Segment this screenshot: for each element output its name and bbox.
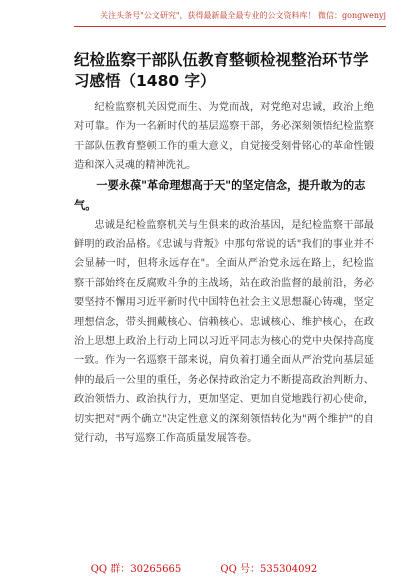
page-header-banner: 关注头条号"公文研究"，获得最新最全最专业的公文资料库！ 微信：gongwenyj: [100, 11, 386, 20]
document-body: [74, 98, 374, 449]
page-footer: [0, 560, 408, 575]
qq-group: [91, 564, 181, 575]
qq-number-label: QQ 号：: [220, 564, 260, 575]
section-paragraph-1: 忠诚是纪检监察机关与生俱来的政治基因，是纪检监察干部最鲜明的政治品格。《忠诚与背叛》中那句常说的话"我们的事业并不会显赫一时，但将永远存在"。全面从严治党永远在路上，纪检监察干部始终在反腐败斗争的主战场，站在政治监督的最前沿，务必要坚持不懈用习近平新时代中国特色社会主义思想凝心铸魂，坚定理想信念，带头拥戴核心、信赖核心、忠诚核心、维护核心，在政治上思想上政治上行动上同以习近平同志为核心的党中央保持高度一致。作为一名巡察干部来说，肩负着打通全面从严治党向基层延伸的最后一公里的重任，务必保持政治定力不断提高政治判断力、政治领悟力、政治执行力，更加坚定、更加自觉地践行初心使命，切实把对"两个确立"决定性意义的深刻领悟转化为"两个维护"的自觉行动，书写巡察工作高质量发展答卷。: [74, 219, 374, 445]
qq-group-label: QQ 群：: [90, 564, 131, 575]
header-divider: [74, 26, 386, 27]
qq-group-number: 30265665: [130, 564, 182, 575]
document-title: 纪检监察干部队伍教育整顿检视整治环节学习感悟（1480 字）: [74, 51, 369, 90]
qq-number-value: 535304092: [259, 564, 318, 575]
section-heading-1: 一要永葆"革命理想高于天"的坚定信念，提升敢为的志气。: [74, 178, 366, 212]
qq-number: [220, 564, 317, 575]
intro-paragraph: 纪检监察机关因党而生、为党而战，对党绝对忠诚，政治上绝对可靠。作为一名新时代的基层巡察干部，务必深刻领悟纪检监察干部队伍教育整顿工作的重大意义，自觉接受刻骨铭心的革命性锻造和深入灵魂的精神洗礼。: [74, 102, 374, 172]
